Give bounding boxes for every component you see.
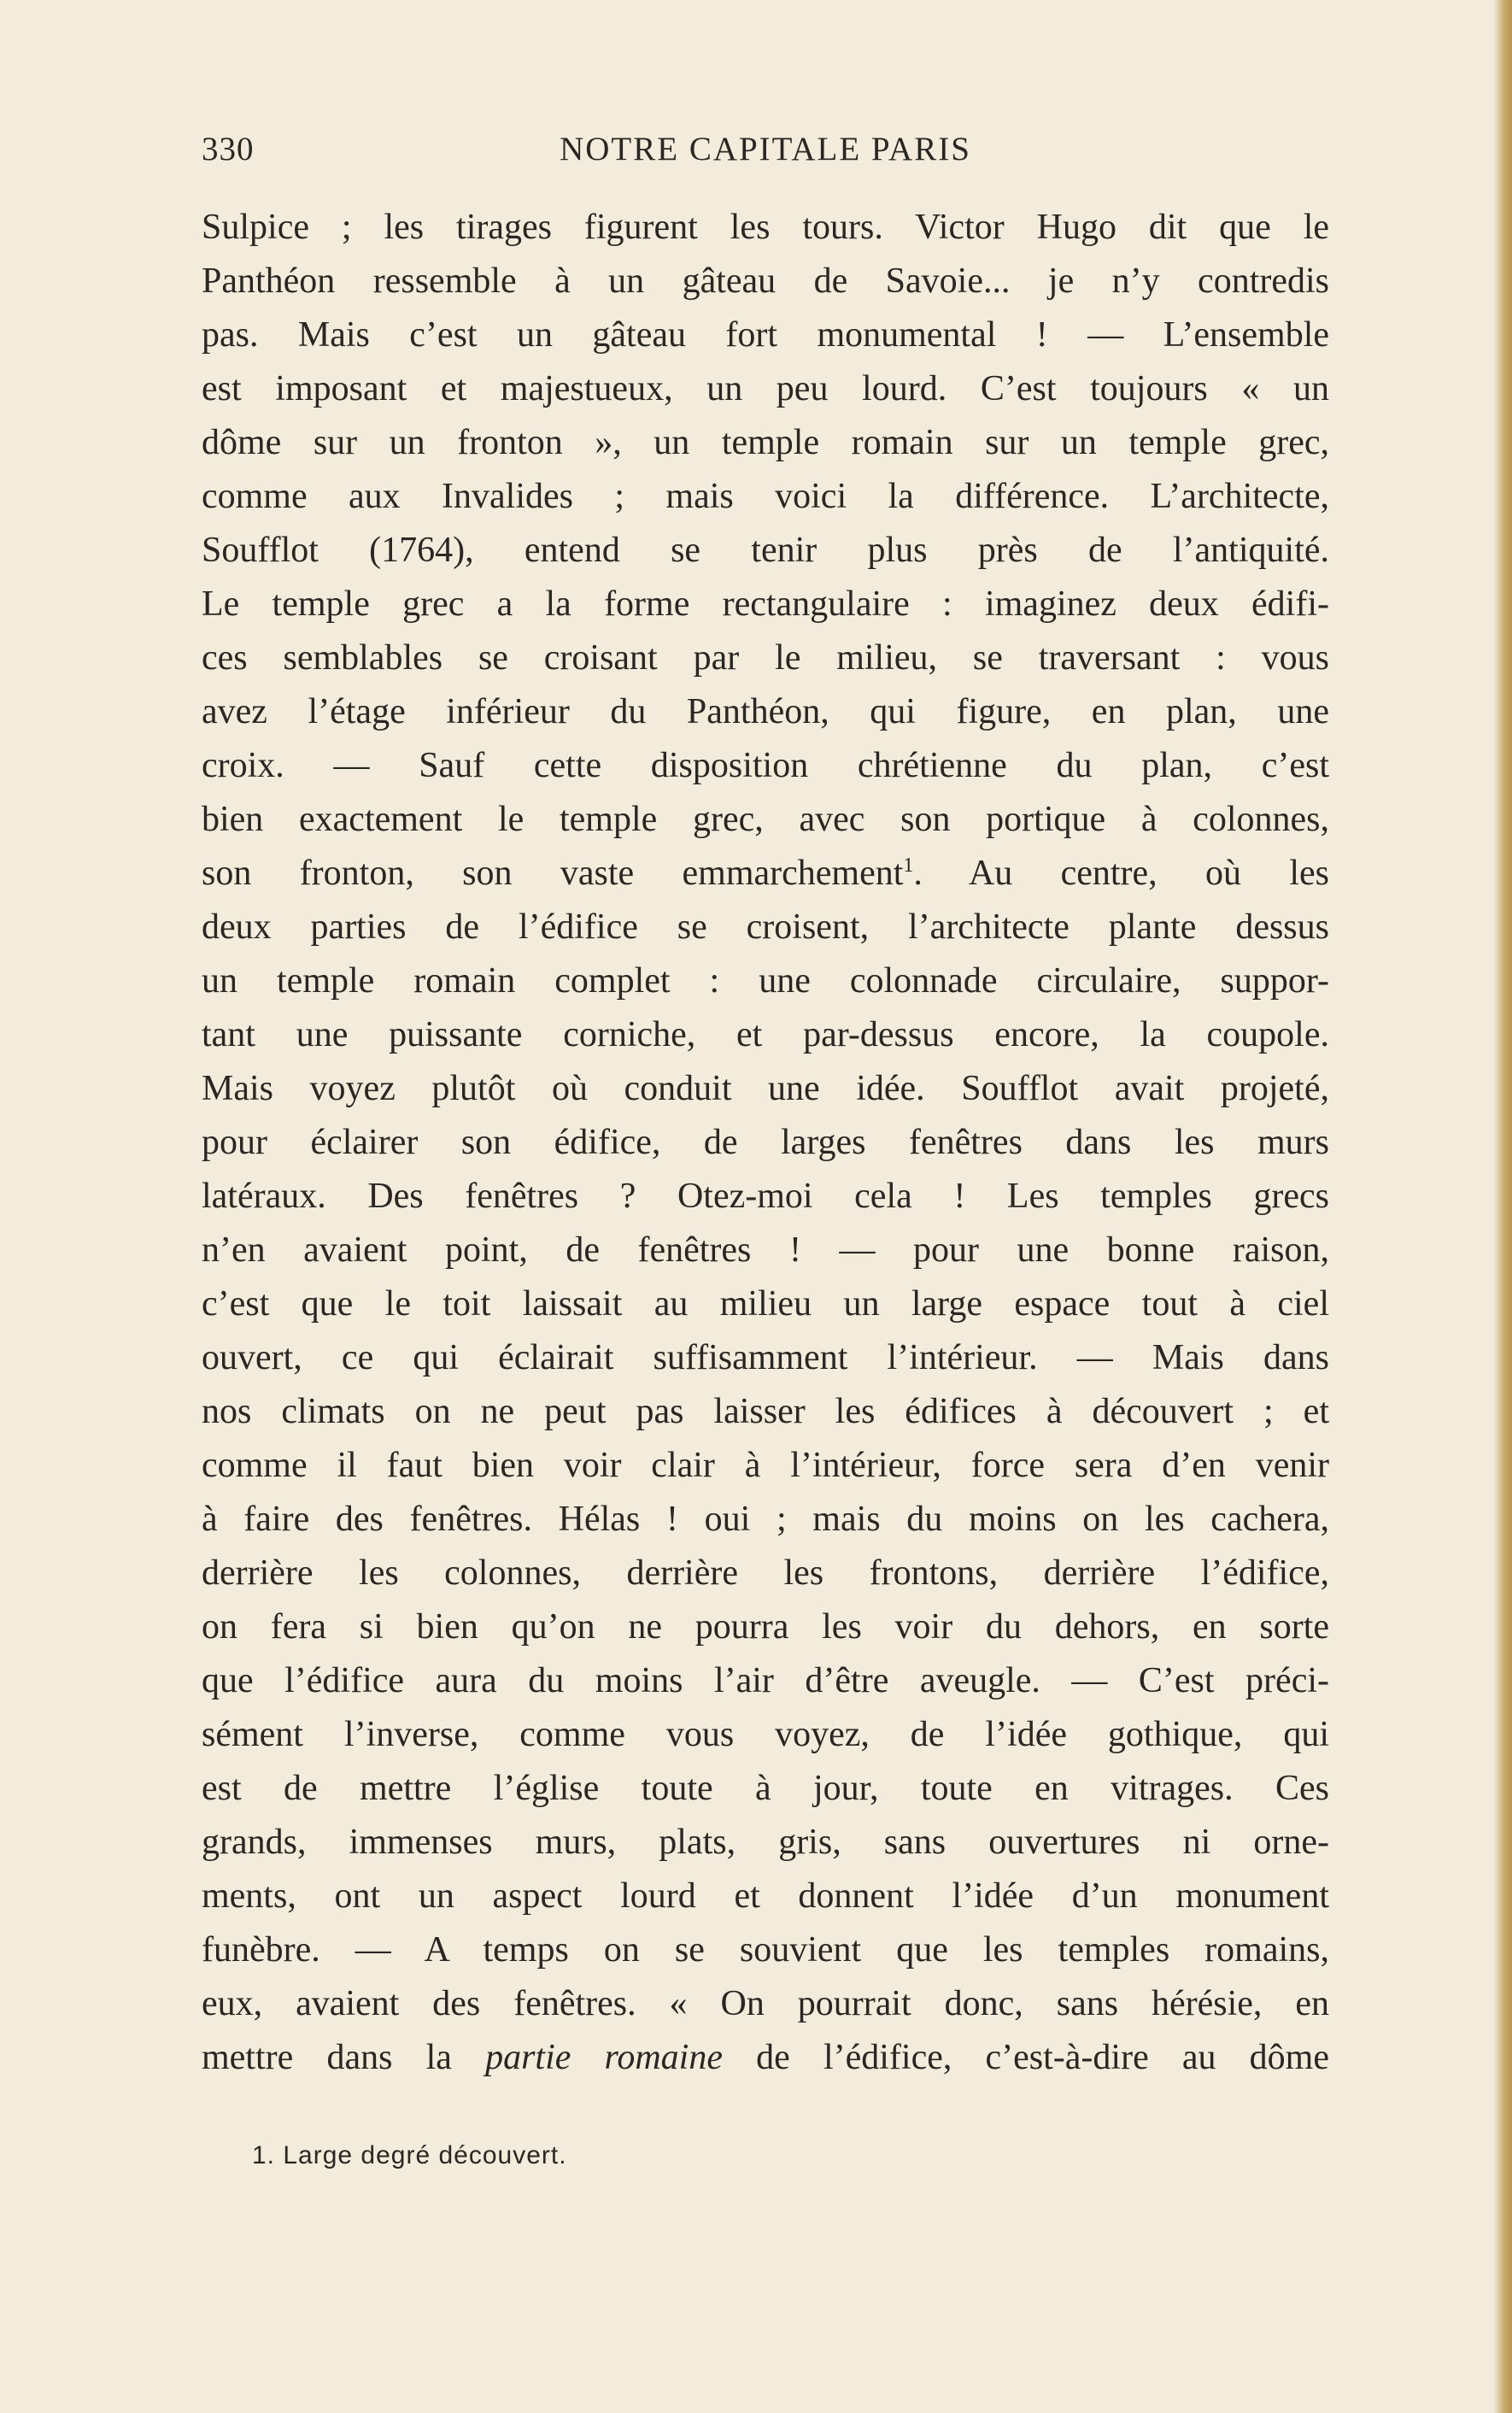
line-text-after: de l’édifice, c’est-à-dire au dôme: [722, 2038, 1329, 2077]
text-line: croix. — Sauf cette disposition chrétienne du plan, c’est: [202, 746, 1329, 785]
text-line: sément l’inverse, comme vous voyez, de l’idée gothique, qui: [202, 1715, 1329, 1754]
text-line: eux, avaient des fenêtres. « On pourrait donc, sans hérésie, en: [202, 1984, 1329, 2023]
text-line: dôme sur un fronton », un temple romain sur un temple grec,: [202, 423, 1329, 462]
text-line: que l’édifice aura du moins l’air d’être aveugle. — C’est préci-: [202, 1661, 1329, 1700]
text-line: grands, immenses murs, plats, gris, sans ouvertures ni orne-: [202, 1823, 1329, 1862]
body-text: [202, 201, 1329, 2085]
text-line: comme aux Invalides ; mais voici la différence. L’architecte,: [202, 477, 1329, 516]
text-line: ments, ont un aspect lourd et donnent l’idée d’un monument: [202, 1876, 1329, 1916]
page-edge: [1493, 0, 1512, 2413]
text-line: c’est que le toit laissait au milieu un large espace tout à ciel: [202, 1284, 1329, 1324]
line-text: mettre dans la: [202, 2038, 486, 2077]
text-line: à faire des fenêtres. Hélas ! oui ; mais du moins on les cachera,: [202, 1500, 1329, 1539]
text-line: Soufflot (1764), entend se tenir plus près de l’antiquité.: [202, 531, 1329, 570]
text-line: latéraux. Des fenêtres ? Otez-moi cela ! Les temples grecs: [202, 1177, 1329, 1216]
footnote: 1. Large degré découvert.: [252, 2141, 567, 2169]
text-line: derrière les colonnes, derrière les frontons, derrière l’édifice,: [202, 1553, 1329, 1593]
text-line: tant une puissante corniche, et par-dessus encore, la coupole.: [202, 1015, 1329, 1054]
text-line: deux parties de l’édifice se croisent, l’architecte plante dessus: [202, 907, 1329, 947]
running-title: NOTRE CAPITALE PARIS: [560, 131, 971, 167]
line-text: son fronton, son vaste emmarchement: [202, 854, 904, 893]
text-line: ces semblables se croisant par le milieu, se traversant : vous: [202, 638, 1329, 678]
text-line-with-italic: [202, 2031, 1329, 2085]
italic-phrase: partie romaine: [485, 2038, 723, 2077]
text-line: Panthéon ressemble à un gâteau de Savoie... je n’y contredis: [202, 261, 1329, 301]
text-line: nos climats on ne peut pas laisser les édifices à découvert ; et: [202, 1392, 1329, 1431]
page-number: 330: [202, 131, 255, 167]
text-line: on fera si bien qu’on ne pourra les voir du dehors, en sorte: [202, 1607, 1329, 1647]
text-line: Le temple grec a la forme rectangulaire : imaginez deux édifi-: [202, 584, 1329, 624]
text-line: comme il faut bien voir clair à l’intérieur, force sera d’en venir: [202, 1446, 1329, 1485]
text-line: bien exactement le temple grec, avec son portique à colonnes,: [202, 800, 1329, 839]
text-line: Mais voyez plutôt où conduit une idée. Soufflot avait projeté,: [202, 1069, 1329, 1108]
page-header: [202, 130, 1329, 173]
text-line: pas. Mais c’est un gâteau fort monumental ! — L’ensemble: [202, 315, 1329, 355]
text-line: est imposant et majestueux, un peu lourd. C’est toujours « un: [202, 369, 1329, 408]
text-line: pour éclairer son édifice, de larges fenêtres dans les murs: [202, 1123, 1329, 1162]
text-line: un temple romain complet : une colonnade circulaire, suppor-: [202, 961, 1329, 1001]
text-line: avez l’étage inférieur du Panthéon, qui figure, en plan, une: [202, 692, 1329, 731]
text-line: Sulpice ; les tirages figurent les tours. Victor Hugo dit que le: [202, 208, 1329, 247]
text-line: n’en avaient point, de fenêtres ! — pour une bonne raison,: [202, 1230, 1329, 1270]
text-line-with-note: [202, 847, 1329, 901]
text-line: ouvert, ce qui éclairait suffisamment l’intérieur. — Mais dans: [202, 1338, 1329, 1377]
text-line: funèbre. — A temps on se souvient que les temples romains,: [202, 1930, 1329, 1970]
footnote-reference[interactable]: 1: [903, 854, 914, 877]
text-line: est de mettre l’église toute à jour, toute en vitrages. Ces: [202, 1769, 1329, 1808]
line-text-after: . Au centre, où les: [913, 854, 1329, 893]
